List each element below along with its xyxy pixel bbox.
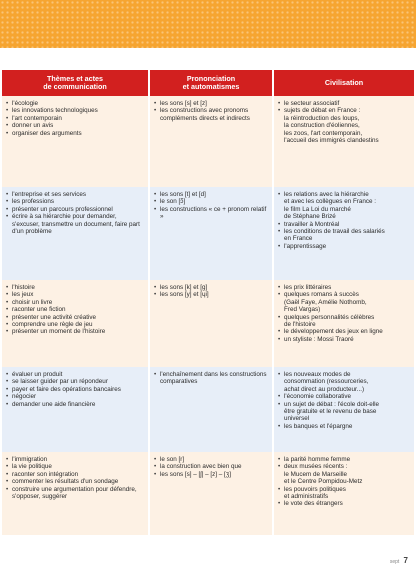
list-item: • choisir un livre (6, 299, 144, 306)
cell-prononciation (149, 280, 273, 367)
list-item: • les professions (6, 198, 144, 205)
list-item: • l'économie collaborative (278, 393, 410, 400)
themes-list (6, 191, 144, 235)
table-row (2, 452, 414, 535)
list-item: • les prix littéraires (278, 284, 410, 291)
list-item: • un styliste : Mossi Traoré (278, 336, 410, 343)
list-item: • les sons [t] et [d] (154, 191, 268, 198)
list-item: • écrire à sa hiérarchie pour demander, s'excuser, transmettre un document, faire part d'un problème (6, 213, 144, 235)
list-item: • sujets de débat en France : la réintroduction des loups, la construction d'éoliennes, les zoos, l'art contemporain, l'accueil des immigrés clandestins (278, 107, 410, 144)
list-item: • la parité homme femme (278, 456, 410, 463)
list-item: • demander une aide financière (6, 401, 144, 408)
list-item: • quelques romans à succès (Gaël Faye, Amélie Nothomb, Fred Vargas) (278, 291, 410, 313)
cell-themes (2, 187, 149, 280)
header-civilisation: Civilisation (273, 70, 414, 96)
list-item: • raconter son intégration (6, 471, 144, 478)
prononciation-list (154, 191, 268, 221)
cell-themes (2, 280, 149, 367)
themes-list (6, 456, 144, 500)
list-item: • deux musées récents : le Mucem de Marseille et le Centre Pompidou-Metz (278, 463, 410, 485)
list-item: • un sujet de débat : l'école doit-elle être gratuite et le revenu de base universel (278, 401, 410, 423)
header-themes: Thèmes et actes de communication (2, 70, 149, 96)
list-item: • le son [ɔ̃] (154, 198, 268, 205)
civilisation-list (278, 191, 410, 250)
prononciation-list (154, 100, 268, 122)
list-item: • les conditions de travail des salariés en France (278, 228, 410, 243)
decorative-header-band (0, 0, 416, 48)
list-item: • les relations avec la hiérarchie et avec les collègues en France : le film La Loi du marché de Stéphane Brizé (278, 191, 410, 221)
list-item: • les banques et l'épargne (278, 423, 410, 430)
themes-list (6, 284, 144, 336)
cell-civilisation (273, 280, 414, 367)
list-item: • organiser des arguments (6, 130, 144, 137)
civilisation-list (278, 371, 410, 430)
prononciation-list (154, 371, 268, 386)
list-item: • la construction avec bien que (154, 463, 268, 470)
list-item: • construire une argumentation pour défendre, s'opposer, suggérer (6, 486, 144, 501)
list-item: • les innovations technologiques (6, 107, 144, 114)
list-item: • travailler à Montréal (278, 221, 410, 228)
list-item: • le son [r] (154, 456, 268, 463)
cell-themes (2, 452, 149, 535)
list-item: • l'immigration (6, 456, 144, 463)
list-item: • négocier (6, 393, 144, 400)
list-item: • les constructions avec pronoms compléments directs et indirects (154, 107, 268, 122)
cell-themes (2, 367, 149, 452)
contents-table (2, 70, 414, 535)
cell-civilisation (273, 187, 414, 280)
list-item: • l'enchaînement dans les constructions comparatives (154, 371, 268, 386)
page-digit: 7 (403, 556, 408, 565)
themes-list (6, 371, 144, 408)
cell-civilisation (273, 452, 414, 535)
table-row (2, 96, 414, 187)
list-item: • les sons [y] et [ɥi] (154, 291, 268, 298)
list-item: • le secteur associatif (278, 100, 410, 107)
list-item: • donner un avis (6, 122, 144, 129)
civilisation-list (278, 100, 410, 144)
list-item: • raconter une fiction (6, 306, 144, 313)
list-item: • les nouveaux modes de consommation (ressourceries, achat direct au producteur...) (278, 371, 410, 393)
civilisation-list (278, 284, 410, 343)
list-item: • la vie politique (6, 463, 144, 470)
list-item: • l'histoire (6, 284, 144, 291)
list-item: • l'écologie (6, 100, 144, 107)
table-header-row (2, 70, 414, 96)
cell-civilisation (273, 367, 414, 452)
list-item: • présenter un moment de l'histoire (6, 328, 144, 335)
table-row (2, 367, 414, 452)
list-item: • commenter les résultats d'un sondage (6, 478, 144, 485)
list-item: • les sons [k] et [g] (154, 284, 268, 291)
page-number (390, 556, 408, 565)
cell-prononciation (149, 367, 273, 452)
list-item: • l'art contemporain (6, 115, 144, 122)
list-item: • les pouvoirs politiques et administratifs (278, 486, 410, 501)
table-row (2, 280, 414, 367)
list-item: • le vote des étrangers (278, 500, 410, 507)
list-item: • les constructions « ce + pronom relatif » (154, 206, 268, 221)
list-item: • l'entreprise et ses services (6, 191, 144, 198)
list-item: • les jeux (6, 291, 144, 298)
list-item: • le développement des jeux en ligne (278, 328, 410, 335)
prononciation-list (154, 456, 268, 478)
list-item: • se laisser guider par un répondeur (6, 378, 144, 385)
civilisation-list (278, 456, 410, 508)
list-item: • les sons [s] – [ʃ] – [z] – [ʒ] (154, 471, 268, 478)
list-item: • les sons [s] et [z] (154, 100, 268, 107)
cell-prononciation (149, 187, 273, 280)
table-row (2, 187, 414, 280)
list-item: • comprendre une règle de jeu (6, 321, 144, 328)
list-item: • payer et faire des opérations bancaires (6, 386, 144, 393)
header-prononciation: Prononciation et automatismes (149, 70, 273, 96)
prononciation-list (154, 284, 268, 299)
list-item: • présenter une activité créative (6, 314, 144, 321)
cell-prononciation (149, 452, 273, 535)
cell-prononciation (149, 96, 273, 187)
themes-list (6, 100, 144, 137)
list-item: • présenter un parcours professionnel (6, 206, 144, 213)
list-item: • l'apprentissage (278, 243, 410, 250)
list-item: • quelques personnalités célèbres de l'histoire (278, 314, 410, 329)
cell-civilisation (273, 96, 414, 187)
list-item: • évaluer un produit (6, 371, 144, 378)
page-word: sept (389, 559, 400, 565)
cell-themes (2, 96, 149, 187)
